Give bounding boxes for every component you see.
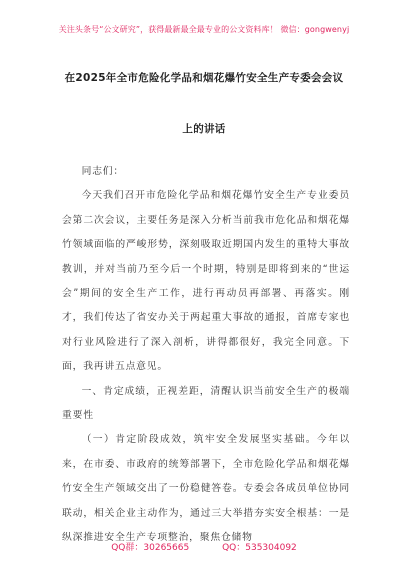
- body-paragraph-intro: 今天我们召开市危险化学品和烟花爆竹安全生产专业委员会第二次会议，主要任务是深入分析当前我市危化品和烟花爆竹领域面临的严峻形势，深刻吸取近期国内发生的重特大事故教训，并对当前乃至今后一个时期，特别是即将到来的“世运会”期间的安全生产工作，进行再动员再部署、再落实。刚才，我们传达了省安办关于两起重大事故的通报，首席专家也对行业风险进行了深入剖析，讲得都很好，我完全同意。下面，我再讲五点意见。: [62, 190, 350, 373]
- document-title-line-2: 上的讲话: [182, 123, 226, 135]
- salutation: 同志们：: [81, 166, 124, 177]
- section-heading-1: 一、肯定成绩，正视差距，清醒认识当前安全生产的极端重要性: [62, 385, 350, 422]
- footer-qq-group: QQ群：30265665: [111, 543, 190, 553]
- body-paragraph-1-1: （一）肯定阶段成效，筑牢安全发展坚实基础。今年以来，在市委、市政府的统筹部署下，全市危险化学品和烟花爆竹安全生产领域交出了一份稳健答卷。专委会各成员单位协同联动，相关企业主动作为，通过三大举措夯实安全根基：一是纵深推进安全生产专项整治，聚焦仓储物: [62, 434, 350, 544]
- page-footer: [0, 540, 408, 553]
- footer-qq: QQ：535304092: [222, 543, 297, 553]
- document-title-line-1: 在2025年全市危险化学品和烟花爆竹安全生产专委会会议: [64, 72, 344, 84]
- promo-banner: 关注头条号“公文研究”，获得最新最全最专业的公文资料库！ 微信：gongwenyj: [58, 25, 350, 34]
- document-body: [62, 160, 350, 551]
